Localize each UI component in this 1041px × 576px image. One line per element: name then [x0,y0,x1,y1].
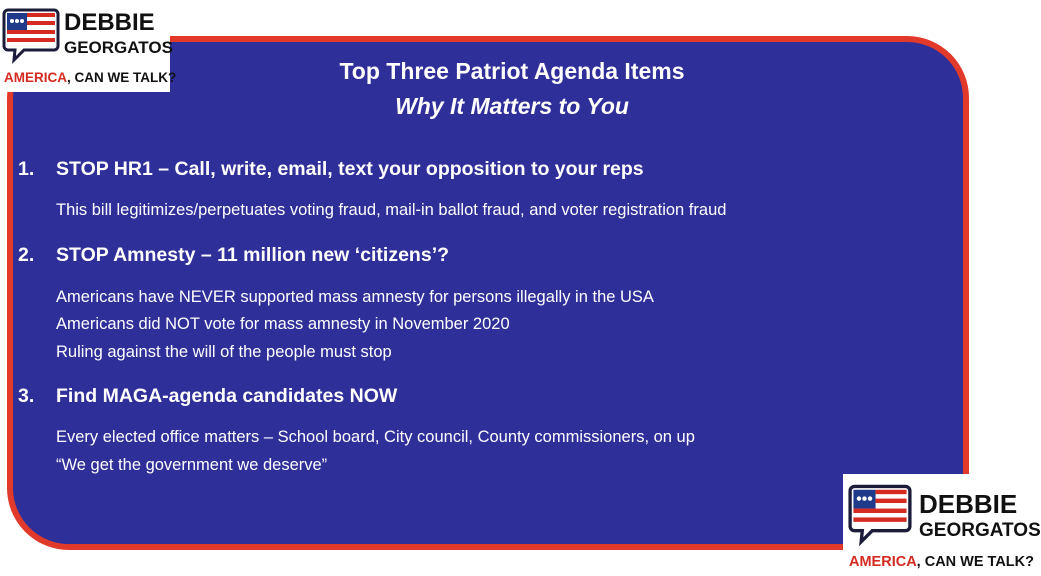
logo-tagline-rest: , CAN WE TALK? [67,70,177,85]
agenda-item-3-line-2: “We get the government we deserve” [56,456,328,474]
flag-speech-bubble-icon [847,482,913,544]
agenda-item-2-number: 2. [18,244,35,266]
logo-tagline-accent: AMERICA [4,70,67,85]
agenda-item-2-line-2: Americans did NOT vote for mass amnesty in November 2020 [56,315,510,333]
flag-speech-bubble-icon [2,6,60,62]
logo-name-line1: DEBBIE [64,9,155,36]
logo-name-line1: DEBBIE [919,489,1018,519]
agenda-item-1-title: STOP HR1 – Call, write, email, text your opposition to your reps [56,158,644,180]
agenda-item-1-number: 1. [18,158,35,180]
agenda-item-3-number: 3. [18,385,35,407]
agenda-item-2-line-1: Americans have NEVER supported mass amnesty for persons illegally in the USA [56,288,654,306]
slide-subtitle: Why It Matters to You [395,93,629,119]
logo-tagline-accent: AMERICA [849,554,917,570]
brand-logo-top [0,0,177,92]
agenda-item-3-line-1: Every elected office matters – School board, City council, County commissioners, on up [56,428,695,446]
logo-name-line2: GEORGATOS [64,38,173,57]
agenda-item-2-heading [18,243,449,267]
logo-tagline [4,70,176,86]
agenda-item-1-heading [18,157,644,181]
brand-logo-bottom [843,474,1041,576]
logo-name-line2: GEORGATOS [919,520,1041,541]
agenda-item-2-title: STOP Amnesty – 11 million new ‘citizens’? [56,244,450,266]
agenda-item-1-line-1: This bill legitimizes/perpetuates voting fraud, mail-in ballot fraud, and voter registration fraud [56,201,727,219]
slide-title: Top Three Patriot Agenda Items [339,58,685,84]
agenda-item-3-title: Find MAGA-agenda candidates NOW [56,385,398,407]
logo-tagline-rest: , CAN WE TALK? [916,554,1034,570]
agenda-item-2-line-3: Ruling against the will of the people must stop [56,343,392,361]
agenda-item-3-heading [18,384,397,408]
logo-tagline [849,554,1034,571]
